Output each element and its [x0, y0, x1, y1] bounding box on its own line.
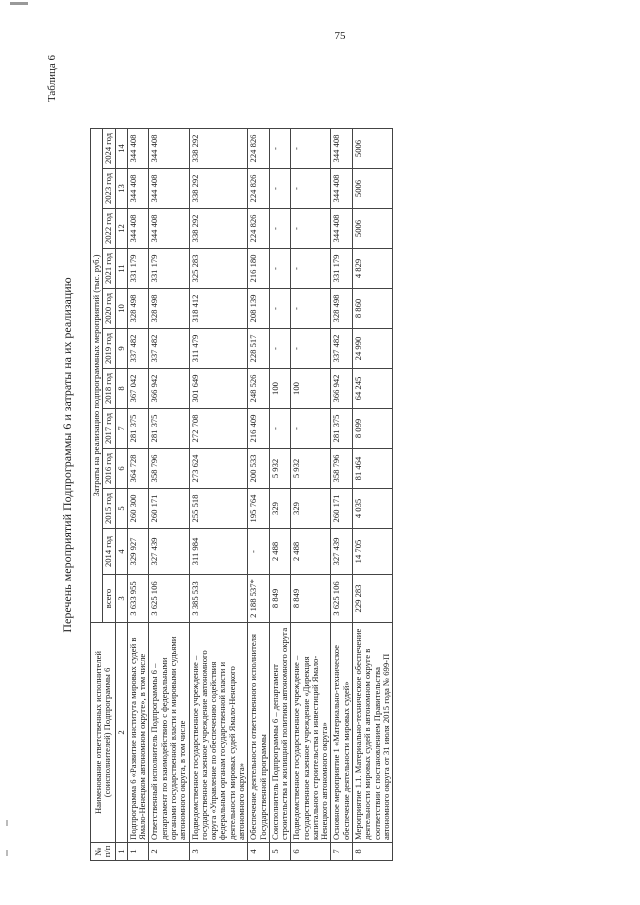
year-cell: 2 488 — [269, 529, 291, 575]
year-cell: 344 408 — [127, 129, 149, 169]
row-number: 8 — [353, 843, 393, 861]
col-index: 9 — [115, 329, 127, 369]
year-cell: 5 932 — [269, 449, 291, 489]
year-cell: - — [269, 409, 291, 449]
total-cell: 3 385 533 — [189, 575, 248, 623]
year-cell: - — [269, 129, 291, 169]
total-cell: 3 625 106 — [331, 575, 353, 623]
year-cell: - — [269, 329, 291, 369]
year-cell: 344 408 — [127, 209, 149, 249]
year-cell: 327 439 — [331, 529, 353, 575]
year-cell: 228 517 — [248, 329, 270, 369]
row-name: Подведомственное государственное учреждение – государственное казенное учреждение автономного округа «Управление по обеспечению содействия федеральным органам государственной власти и деятельности мировых судей Ямало-Ненецкого автономного округа» — [189, 623, 248, 843]
col-index: 4 — [115, 529, 127, 575]
year-cell: 329 — [291, 489, 331, 529]
row-number: 3 — [189, 843, 248, 861]
year-header: 2014 год — [103, 529, 115, 575]
table-label: Таблица 6 — [46, 55, 58, 103]
year-cell: 260 171 — [149, 489, 189, 529]
year-cell: 273 624 — [189, 449, 248, 489]
row-number: 5 — [269, 843, 291, 861]
row-name: Обеспечение деятельности ответственного исполнителя Государственной программы — [248, 623, 270, 843]
total-cell: 3 633 955 — [127, 575, 149, 623]
year-cell: - — [291, 409, 331, 449]
year-cell: - — [291, 289, 331, 329]
year-cell: 301 649 — [189, 369, 248, 409]
year-cell: - — [291, 209, 331, 249]
col-index: 6 — [115, 449, 127, 489]
scan-mark — [10, 2, 28, 5]
year-cell: 100 — [269, 369, 291, 409]
year-cell: 331 179 — [127, 249, 149, 289]
row-name: Подведомственное государственное учреждение – государственное казенное учреждение «Дирекция капитального строительства и инвестиций Ямало-Ненецкого автономного округа» — [291, 623, 331, 843]
year-cell: 281 375 — [149, 409, 189, 449]
header-row — [91, 129, 103, 861]
rotated-page — [40, 45, 600, 865]
year-cell: 224 826 — [248, 169, 270, 209]
year-cell: 5 932 — [291, 449, 331, 489]
year-cell: 344 408 — [127, 169, 149, 209]
year-cell: 272 708 — [189, 409, 248, 449]
year-cell: 358 796 — [331, 449, 353, 489]
edge-mark — [6, 850, 8, 856]
table-row — [331, 129, 353, 861]
table-row — [149, 129, 189, 861]
year-cell: - — [248, 529, 270, 575]
year-cell: 5006 — [353, 129, 393, 169]
name-header: Наименование ответственных исполнителей (соисполнителей) Подпрограммы 6 — [91, 623, 116, 843]
year-cell: 255 518 — [189, 489, 248, 529]
row-number: 2 — [149, 843, 189, 861]
table-title: Перечень мероприятий Подпрограммы 6 и затраты на их реализацию — [60, 277, 74, 633]
total-cell: 8 849 — [269, 575, 291, 623]
year-cell: - — [269, 209, 291, 249]
year-cell: 338 292 — [189, 129, 248, 169]
year-cell: 328 498 — [127, 289, 149, 329]
year-cell: - — [269, 249, 291, 289]
year-cell: 8 099 — [353, 409, 393, 449]
col-index: 7 — [115, 409, 127, 449]
table-row — [248, 129, 270, 861]
year-cell: 325 283 — [189, 249, 248, 289]
year-cell: 366 942 — [331, 369, 353, 409]
year-cell: - — [291, 129, 331, 169]
row-name: Основное мероприятие 1 «Материально-техническое обеспечение деятельности мировых судей» — [331, 623, 353, 843]
year-cell: 344 408 — [149, 129, 189, 169]
col-index: 1 — [115, 843, 127, 861]
year-cell: 5006 — [353, 169, 393, 209]
year-cell: 344 408 — [331, 209, 353, 249]
year-cell: 4 829 — [353, 249, 393, 289]
total-cell: 2 188 537* — [248, 575, 270, 623]
year-cell: 328 498 — [331, 289, 353, 329]
edge-mark — [6, 820, 8, 826]
col-index: 2 — [115, 623, 127, 843]
year-cell: 4 035 — [353, 489, 393, 529]
costs-table — [90, 128, 393, 861]
row-name: Соисполнитель Подпрограммы 6 – департамент строительства и жилищной политики автономного округа — [269, 623, 291, 843]
row-number: 4 — [248, 843, 270, 861]
table-row — [353, 129, 393, 861]
index-row — [115, 129, 127, 861]
year-cell: 329 — [269, 489, 291, 529]
year-cell: 281 375 — [331, 409, 353, 449]
page-number: 75 — [334, 30, 346, 42]
year-cell: 364 728 — [127, 449, 149, 489]
row-name: Подпрограмма 6 «Развитие института мировых судей в Ямало-Ненецком автономном округе», в том числе — [127, 623, 149, 843]
year-header: 2016 год — [103, 449, 115, 489]
year-cell: 328 498 — [149, 289, 189, 329]
year-cell: 337 482 — [127, 329, 149, 369]
year-cell: 5006 — [353, 209, 393, 249]
year-cell: 260 171 — [331, 489, 353, 529]
year-cell: 337 482 — [149, 329, 189, 369]
row-number: 7 — [331, 843, 353, 861]
total-cell: 8 849 — [291, 575, 331, 623]
year-cell: 311 479 — [189, 329, 248, 369]
year-header: 2018 год — [103, 369, 115, 409]
year-cell: 224 826 — [248, 129, 270, 169]
year-cell: - — [269, 289, 291, 329]
year-cell: 329 927 — [127, 529, 149, 575]
year-header: 2017 год — [103, 409, 115, 449]
year-cell: 64 245 — [353, 369, 393, 409]
col-index: 12 — [115, 209, 127, 249]
costs-header: Затраты на реализацию подпрограммных мероприятий (тыс. руб.) — [91, 129, 103, 623]
year-cell: 338 292 — [189, 169, 248, 209]
year-cell: 344 408 — [149, 209, 189, 249]
year-cell: 208 139 — [248, 289, 270, 329]
year-header: 2021 год — [103, 249, 115, 289]
table-row — [189, 129, 248, 861]
year-header: 2023 год — [103, 169, 115, 209]
row-name: Ответственный исполнитель Подпрограммы 6 – департамент по взаимодействию с федеральными органами государственной власти и мировыми судьями автономного округа, в том числе — [149, 623, 189, 843]
year-cell: 327 439 — [149, 529, 189, 575]
row-number: 1 — [127, 843, 149, 861]
total-cell: 229 283 — [353, 575, 393, 623]
col-index: 11 — [115, 249, 127, 289]
year-cell: 344 408 — [149, 169, 189, 209]
year-cell: 216 409 — [248, 409, 270, 449]
year-header: 2020 год — [103, 289, 115, 329]
year-header: 2022 год — [103, 209, 115, 249]
year-cell: 358 796 — [149, 449, 189, 489]
year-cell: 337 482 — [331, 329, 353, 369]
year-cell: 81 464 — [353, 449, 393, 489]
num-header: № п/п — [91, 843, 116, 861]
year-cell: - — [269, 169, 291, 209]
year-cell: 344 408 — [331, 169, 353, 209]
year-cell: 2 488 — [291, 529, 331, 575]
col-index: 13 — [115, 169, 127, 209]
year-cell: 344 408 — [331, 129, 353, 169]
table-row — [127, 129, 149, 861]
year-cell: 224 826 — [248, 209, 270, 249]
year-cell: 24 990 — [353, 329, 393, 369]
total-header: всего — [103, 575, 115, 623]
year-cell: 248 526 — [248, 369, 270, 409]
col-index: 14 — [115, 129, 127, 169]
year-cell: 281 375 — [127, 409, 149, 449]
col-index: 5 — [115, 489, 127, 529]
year-cell: 260 300 — [127, 489, 149, 529]
year-header: 2019 год — [103, 329, 115, 369]
col-index: 3 — [115, 575, 127, 623]
year-header: 2024 год — [103, 129, 115, 169]
table-row — [269, 129, 291, 861]
row-name: Мероприятие 1.1. Материально-техническое обеспечение деятельности мировых судей в автономном округе в соответствии с постановлением Правительства автономного округа от 31 июля 2015 года № 699-П — [353, 623, 393, 843]
col-index: 8 — [115, 369, 127, 409]
col-index: 10 — [115, 289, 127, 329]
year-cell: 8 860 — [353, 289, 393, 329]
year-cell: - — [291, 169, 331, 209]
year-cell: 195 764 — [248, 489, 270, 529]
year-cell: 100 — [291, 369, 331, 409]
year-cell: 331 179 — [331, 249, 353, 289]
total-cell: 3 625 106 — [149, 575, 189, 623]
year-header: 2015 год — [103, 489, 115, 529]
year-cell: 200 533 — [248, 449, 270, 489]
year-cell: - — [291, 249, 331, 289]
year-cell: 338 292 — [189, 209, 248, 249]
year-cell: 216 180 — [248, 249, 270, 289]
row-number: 6 — [291, 843, 331, 861]
year-cell: 331 179 — [149, 249, 189, 289]
year-cell: 366 942 — [149, 369, 189, 409]
year-cell: 318 412 — [189, 289, 248, 329]
year-cell: 14 705 — [353, 529, 393, 575]
year-cell: 311 984 — [189, 529, 248, 575]
year-cell: 367 042 — [127, 369, 149, 409]
year-cell: - — [291, 329, 331, 369]
table-row — [291, 129, 331, 861]
